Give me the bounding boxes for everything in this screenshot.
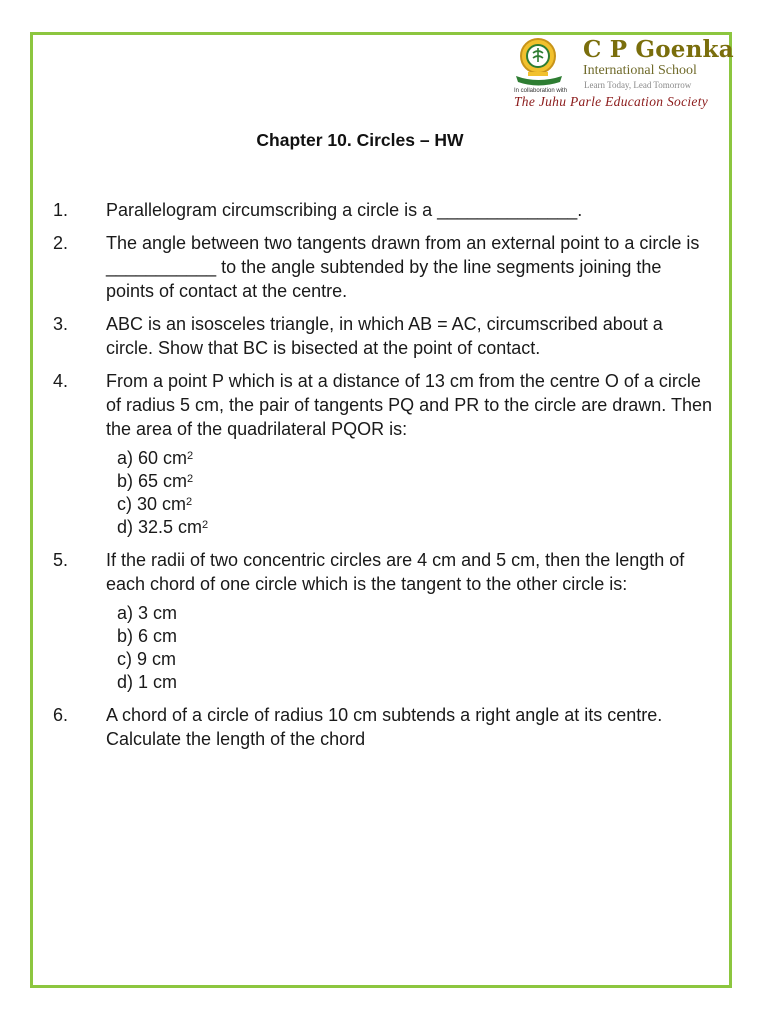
option-a: a) 60 $cm^2$ <box>117 448 194 468</box>
question-2 <box>53 231 713 303</box>
question-number: 2. <box>53 233 69 253</box>
option-list <box>117 602 713 694</box>
page-title: Chapter 10. Circles – HW <box>256 130 464 150</box>
school-logo <box>512 36 734 114</box>
school-subtitle: International School <box>583 63 697 78</box>
question-number: 6. <box>53 705 69 725</box>
question-6 <box>53 703 713 751</box>
option-b: b) 65 $cm^2$ <box>117 471 194 491</box>
school-tagline: Learn Today, Lead Tomorrow <box>584 80 692 90</box>
question-1 <box>53 198 713 222</box>
question-number: 3. <box>53 314 69 334</box>
option-a: a) 3 cm <box>117 603 178 623</box>
question-text: The angle between two tangents drawn from an external point to a circle is ___________ to the angle subtended by the line segments joining the points of contact at the centre. <box>106 233 700 301</box>
question-list <box>53 198 713 760</box>
option-c: c) 30 $cm^2$ <box>117 494 193 514</box>
question-4 <box>53 369 713 539</box>
school-name: C P Goenka <box>583 36 734 63</box>
question-text: If the radii of two concentric circles are 4 cm and 5 cm, then the length of each chord of one circle which is the tangent to the other circle is: <box>106 550 685 594</box>
question-number: 5. <box>53 550 69 570</box>
society-name: The Juhu Parle Education Society <box>514 94 709 109</box>
option-list <box>117 447 713 539</box>
collaboration-label: In collaboration with <box>514 88 568 94</box>
school-emblem-icon <box>512 36 576 94</box>
question-number: 1. <box>53 200 69 220</box>
question-number: 4. <box>53 371 69 391</box>
option-b: b) 6 cm <box>117 626 178 646</box>
option-c: c) 9 cm <box>117 649 177 669</box>
option-d: d) 1 cm <box>117 672 178 692</box>
question-3 <box>53 312 713 360</box>
question-text: Parallelogram circumscribing a circle is a ______________. <box>106 200 583 220</box>
question-text: ABC is an isosceles triangle, in which AB = AC, circumscribed about a circle. Show that BC is bisected at the point of contact. <box>106 314 663 358</box>
question-text: From a point P which is at a distance of 13 cm from the centre O of a circle of radius 5 cm, the pair of tangents PQ and PR to the circle are drawn. Then the area of the quadrilateral PQOR is: <box>106 371 712 439</box>
option-d: d) 32.5 $cm^2$ <box>117 517 209 537</box>
question-text: A chord of a circle of radius 10 cm subtends a right angle at its centre. Calculate the length of the chord <box>106 705 663 749</box>
question-5 <box>53 548 713 694</box>
